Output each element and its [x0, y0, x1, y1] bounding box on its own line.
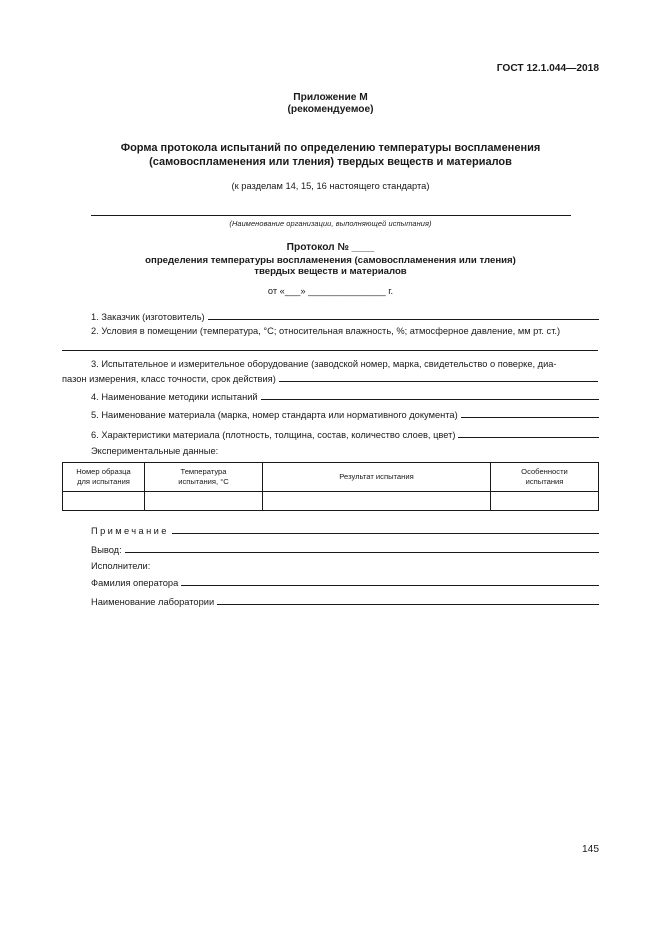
methods-fill-line	[261, 399, 599, 400]
characteristics-row	[91, 426, 599, 440]
form-title-line2: (самовоспламенения или тления) твердых веществ и материалов	[149, 156, 512, 168]
experimental-data-table	[62, 462, 599, 511]
header-line: испытания	[525, 477, 564, 486]
header-line: испытания, °С	[178, 477, 229, 486]
customer-label: 1. Заказчик (изготовитель)	[91, 312, 205, 322]
equipment-fill-line	[279, 381, 598, 382]
operator-label: Фамилия оператора	[91, 578, 179, 588]
header-line: для испытания	[77, 477, 130, 486]
material-label: 5. Наименование материала (марка, номер стандарта или нормативного документа)	[91, 410, 458, 420]
standard-designation: ГОСТ 12.1.044—2018	[496, 63, 599, 74]
form-title-line1: Форма протокола испытаний по определению температуры воспламенения	[120, 142, 541, 154]
methods-row	[91, 388, 599, 402]
operator-row	[91, 574, 599, 588]
page-number: 145	[582, 844, 599, 855]
note-label: Примечание	[91, 526, 169, 536]
table-header-features	[491, 463, 599, 492]
appendix-status: (рекомендуемое)	[287, 104, 374, 115]
header-line: Номер образца	[76, 467, 131, 476]
characteristics-fill-line	[458, 437, 599, 438]
equipment-row	[62, 370, 598, 384]
material-row	[91, 406, 599, 420]
customer-fill-line	[208, 319, 599, 320]
table-cell[interactable]	[491, 492, 599, 511]
lab-row	[91, 593, 599, 607]
conclusion-label: Вывод:	[91, 545, 122, 555]
protocol-subtitle-line2: твердых веществ и материалов	[254, 266, 407, 277]
organization-caption: (Наименование организации, выполняющей испытания)	[229, 219, 432, 228]
protocol-subtitle-line1: определения температуры воспламенения (самовоспламенения или тления)	[145, 255, 516, 266]
equipment-label-line1: 3. Испытательное и измерительное оборудование (заводской номер, марка, свидетельство о поверке, диа-	[91, 359, 557, 369]
note-fill-line	[172, 533, 599, 534]
header-line: Температура	[180, 467, 227, 476]
sections-reference: (к разделам 14, 15, 16 настоящего стандарта)	[231, 181, 430, 191]
protocol-date: от «___» _______________ г.	[267, 286, 394, 296]
appendix-title: Приложение М	[293, 92, 368, 103]
experimental-data-label: Экспериментальные данные:	[91, 446, 219, 456]
characteristics-label: 6. Характеристики материала (плотность, толщина, состав, количество слоев, цвет)	[91, 430, 456, 440]
customer-row	[91, 308, 599, 322]
protocol-title: Протокол № ____	[286, 242, 375, 253]
performers-label: Исполнители:	[91, 561, 151, 571]
table-cell[interactable]	[145, 492, 263, 511]
conclusion-row	[91, 541, 599, 555]
methods-label: 4. Наименование методики испытаний	[91, 392, 258, 402]
header-line: Результат испытания	[339, 472, 414, 481]
table-cell[interactable]	[263, 492, 491, 511]
table-cell[interactable]	[63, 492, 145, 511]
table-header-temperature	[145, 463, 263, 492]
note-row	[91, 522, 599, 536]
header-line: Особенности	[521, 467, 568, 476]
table-header-sample-number	[63, 463, 145, 492]
conditions-label: 2. Условия в помещении (температура, °С; относительная влажность, %; атмосферное давление, мм рт. ст.)	[91, 326, 561, 336]
conditions-fill-line	[62, 350, 598, 351]
table-header-row	[63, 463, 599, 492]
operator-fill-line	[181, 585, 599, 586]
organization-line	[91, 215, 571, 216]
table-row	[63, 492, 599, 511]
conclusion-fill-line	[125, 552, 599, 553]
equipment-label-line2: пазон измерения, класс точности, срок действия)	[62, 374, 276, 384]
lab-fill-line	[217, 604, 599, 605]
lab-label: Наименование лаборатории	[91, 597, 215, 607]
material-fill-line	[461, 417, 599, 418]
table-header-result	[263, 463, 491, 492]
